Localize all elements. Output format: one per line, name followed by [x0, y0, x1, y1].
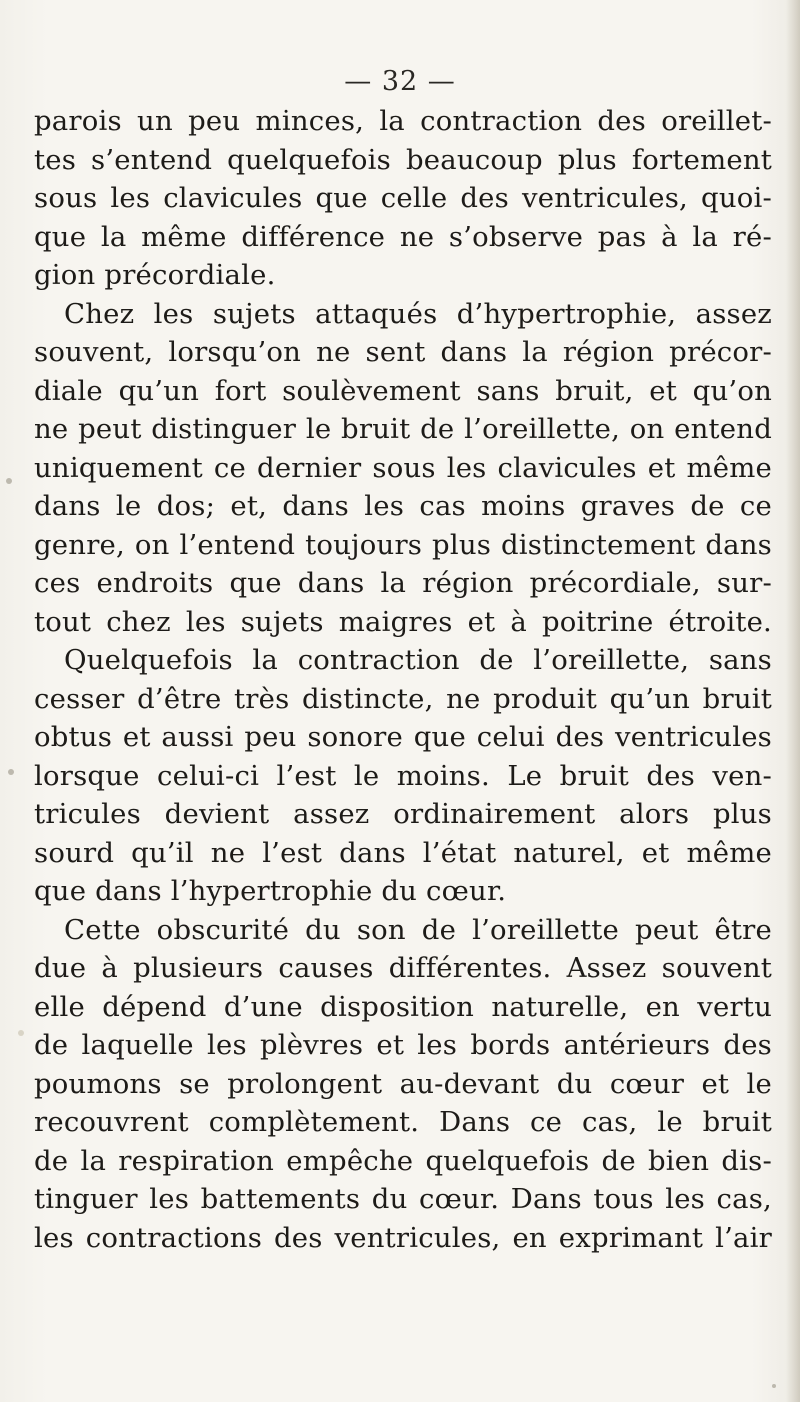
paper-speck — [772, 1384, 776, 1388]
text-line: de la respiration empêche quelquefois de bien dis- — [34, 1144, 772, 1177]
text-line: genre, on l’entend toujours plus distinctement dans — [34, 528, 772, 561]
text-line: que la même différence ne s’observe pas à la ré- — [34, 220, 772, 253]
text-line: recouvrent complètement. Dans ce cas, le bruit — [34, 1106, 772, 1138]
text-line: les contractions des ventricules, en exprimant l’air — [34, 1221, 772, 1254]
text-line: tinguer les battements du cœur. Dans tous les cas, — [34, 1183, 772, 1215]
text-line: due à plusieurs causes différentes. Assez souvent — [34, 952, 772, 984]
text-line: sous les clavicules que celle des ventricules, quoi- — [34, 182, 772, 214]
paragraph-start-line: Chez les sujets attaqués d’hypertrophie, assez — [64, 297, 772, 330]
text-line: tricules devient assez ordinairement alors plus — [34, 798, 772, 830]
page-edge-shadow — [786, 0, 800, 1402]
text-line: ces endroits que dans la région précordiale, sur- — [34, 567, 772, 599]
text-line: obtus et aussi peu sonore que celui des ventricules — [34, 721, 772, 753]
text-line: de laquelle les plèvres et les bords antérieurs des — [34, 1029, 772, 1061]
paper-speck — [18, 1030, 24, 1036]
paper-speck — [6, 478, 12, 484]
text-line: souvent, lorsqu’on ne sent dans la région précor- — [34, 336, 772, 368]
paragraph-start-line: Cette obscurité du son de l’oreillette peut être — [64, 913, 772, 946]
paragraph-start-line: Quelquefois la contraction de l’oreillette, sans — [64, 644, 772, 676]
text-line: que dans l’hypertrophie du cœur. — [34, 875, 507, 907]
text-line: ne peut distinguer le bruit de l’oreillette, on entend — [34, 413, 772, 445]
text-line: parois un peu minces, la contraction des oreillet- — [34, 105, 772, 137]
text-line: dans le dos; et, dans les cas moins graves de ce — [34, 490, 772, 522]
text-line: lorsque celui-ci l’est le moins. Le bruit des ven- — [34, 759, 772, 792]
body-text — [34, 102, 772, 1257]
text-line: sourd qu’il ne l’est dans l’état naturel, et même — [34, 836, 772, 869]
paper-speck — [8, 769, 14, 775]
text-line: uniquement ce dernier sous les clavicules et même — [34, 451, 772, 484]
text-line: tes s’entend quelquefois beaucoup plus fortement — [34, 143, 772, 176]
text-line: diale qu’un fort soulèvement sans bruit, et qu’on — [34, 374, 772, 407]
text-line: cesser d’être très distincte, ne produit qu’un bruit — [34, 682, 772, 715]
text-line: elle dépend d’une disposition naturelle, en vertu — [34, 990, 772, 1023]
text-line: poumons se prolongent au-devant du cœur et le — [34, 1067, 772, 1100]
text-line: tout chez les sujets maigres et à poitrine étroite. — [34, 605, 772, 638]
page-number: — 32 — — [344, 66, 456, 97]
text-line: gion précordiale. — [34, 259, 276, 291]
